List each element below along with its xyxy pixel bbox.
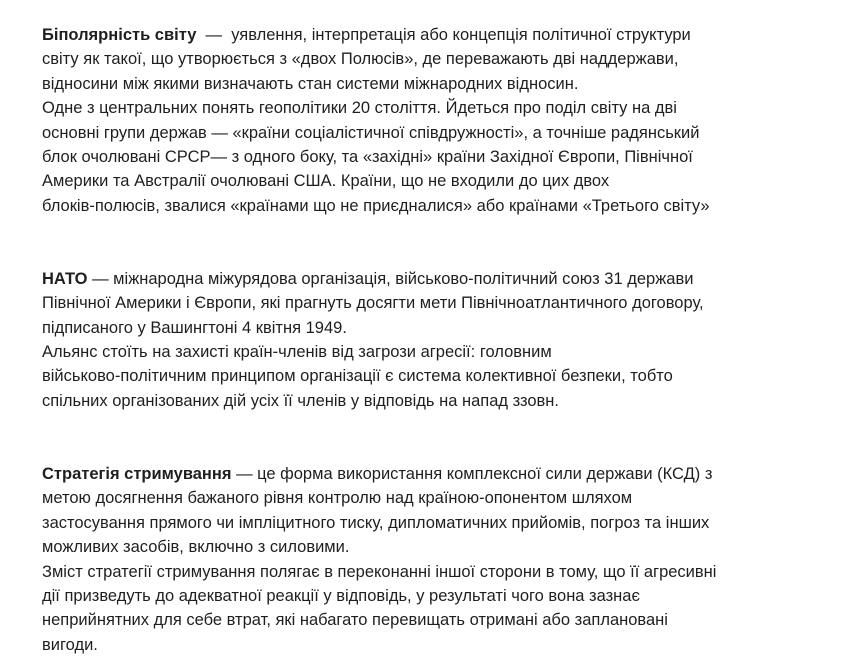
definition-line: військово-політичним принципом організації є система колективної безпеки, тобто <box>42 367 673 386</box>
definition-line: спільних організованих дій усіх її членів у відповідь на напад ззовн. <box>42 391 559 410</box>
definition-line: неприйнятних для себе втрат, які набагато перевищать отримані або заплановані <box>42 611 668 630</box>
definition-line: Америки та Австралії очолювані США. Країни, що не входили до цих двох <box>42 172 610 191</box>
definition-line: Зміст стратегії стримування полягає в переконанні іншої сторони в тому, що її агресивні <box>42 562 717 581</box>
definition-line: дії призведуть до адекватної реакції у відповідь, у результаті чого вона зазнає <box>42 586 640 605</box>
definition-line: Одне з центральних понять геополітики 20 століття. Йдеться про поділ світу на дві <box>42 99 677 118</box>
definition-line: блок очолювані СРСР— з одного боку, та «західні» країни Західної Європи, Північної <box>42 148 693 167</box>
term-nato: НАТО <box>42 269 88 288</box>
definition-line: підписаного у Вашингтоні 4 квітня 1949. <box>42 318 347 337</box>
entry-first-line <box>42 267 842 291</box>
definition-line: можливих засобів, включно з силовими. <box>42 538 350 557</box>
definition-line: блоків-полюсів, звалися «країнами що не приєдналися» або країнами «Третього світу» <box>42 196 710 215</box>
definition-line: Альянс стоїть на захисті країн-членів від загрози агресії: головним <box>42 343 552 362</box>
definition-line: — міжнародна міжурядова організація, військово-політичний союз 31 держави <box>87 269 694 288</box>
entry-first-line <box>42 23 842 47</box>
entry-first-line <box>42 462 842 486</box>
entry-deterrence-strategy <box>42 462 842 657</box>
definition-line: Північної Америки і Європи, які прагнуть досягти мети Північноатлантичного договору, <box>42 294 704 313</box>
definition-line: вигоди. <box>42 635 98 654</box>
definition-line: застосування прямого чи імпліцитного тиску, дипломатичних прийомів, погроз та інших <box>42 513 710 532</box>
definition-line: — це форма використання комплексної сили держави (КСД) з <box>231 464 713 483</box>
term-bipolarity: Біполярність світу <box>42 26 197 44</box>
definition-line: основні групи держав — «країни соціалістичної співдружності», а точніше радянський <box>42 123 700 142</box>
definition-line: — уявлення, інтерпретація або концепція політичної структури <box>196 26 691 44</box>
entry-bipolarity <box>42 23 842 218</box>
definition-line: відносини між якими визначають стан системи міжнародних відносин. <box>42 74 579 93</box>
entry-nato <box>42 267 842 413</box>
document-body <box>42 23 842 657</box>
term-deterrence-strategy: Стратегія стримування <box>42 464 232 483</box>
definition-line: метою досягнення бажаного рівня контролю над країною-опонентом шляхом <box>42 489 633 508</box>
definition-line: світу як такої, що утворюється з «двох Полюсів», де переважають дві наддержави, <box>42 50 679 69</box>
